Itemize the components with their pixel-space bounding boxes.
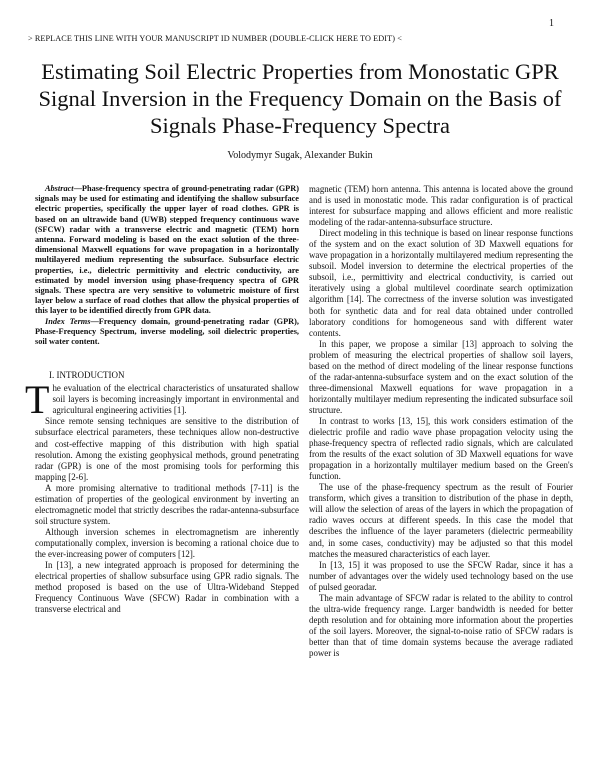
paragraph: The main advantage of SFCW radar is related to the ability to control the ultra-wide frequency range. Larger bandwidth is needed for better depth resolution and for obtaining more information about the properties of the soil layers. Moreover, the signal-to-noise ratio of SFCW radars is better than that of time domain systems because the average radiated power is (309, 592, 573, 658)
left-column (25, 184, 300, 615)
index-terms (35, 317, 299, 348)
intro-first-paragraph (25, 377, 299, 423)
index-terms-text: —Frequency domain, ground-penetrating radar (GPR), Phase-Frequency Spectrum, inverse modeling, soil dielectric properties, soil water content. (35, 316, 300, 347)
index-terms-label: Index Terms (45, 316, 91, 326)
authors: Volodymyr Sugak, Alexander Bukin (227, 150, 373, 161)
paragraph: A more promising alternative to traditional methods [7-11] is the estimation of properties of the geological environment by inverting an electromagnetic model that strictly describes the radar-antenna-subsurface soil structure system. (35, 482, 299, 526)
paragraph: Although inversion schemes in electromagnetism are inherently computationally complex, inversion is becoming a rational choice due to the ever-increasing power of computers [12]. (35, 526, 299, 559)
paragraph: In contrast to works [13, 15], this work considers estimation of the dielectric profile and radio wave phase propagation velocity using the phase-frequency spectra of reflected radio signals, which are calculated from the results of the exact solution of 3D Maxwell equations for wave propagation in a horizontally multilayer medium based on the Green's function. (309, 415, 573, 482)
abstract-text: —Phase-frequency spectra of ground-penetrating radar (GPR) signals may be used for estimating and identifying the shallow subsurface electric properties, specifically the upper layer of road clothes. GPR is based on an ultrawide band (UWB) stepped frequency continuous wave (SFCW) radar with a transverse electric and magnetic (TEM) horn antenna. Forward modeling is based on the exact solution of the three-dimensional Maxwell equations for wave propagation in a horizontally multilayered medium representing the subsurface. Subsurface electric properties, i.e., dielectric permittivity and electric conductivity, are estimated by model inversion using phase-frequency spectra of GPR signals. These spectra are very sensitive to volumetric moisture of first layer below a surface of road clothes that allow the physical properties of this layer to be identified directly from GPR data. (35, 184, 299, 316)
paragraph: Since remote sensing techniques are sensitive to the distribution of subsurface electrical parameters, these techniques allow non-destructive and cost-effective mapping of this distribution with high spatial resolution. Among the existing geophysical methods, ground penetrating radar (GPR) is one of the most promising tools for performing this mapping [2-6]. (35, 416, 299, 482)
abstract-label: Abstract (45, 184, 74, 193)
paragraph: Direct modeling in this technique is based on linear response functions of the system and on the exact solution of 3D Maxwell equations for wave propagation in a horizontally multilayered medium representing the subsoil. Model inversion to determine the electrical properties of the subsoil, i.e., permittivity and electrical conductivity, is carried out iteratively using a global multilevel coordinate search optimization algorithm [14]. The correctness of the inverse solution was investigated both for synthetic data and for real data obtained under controlled laboratory conditions for homogeneous sand with different water contents. (309, 228, 573, 338)
section-heading: I. INTRODUCTION (49, 370, 125, 381)
paragraph: In [13, 15] it was proposed to use the SFCW Radar, since it has a number of advantages over the widely used technology based on the use of pulsed georadar. (309, 559, 573, 592)
paper-title: Estimating Soil Electric Properties from Monostatic GPR Signal Inversion in the Frequency Domain on the Basis of Signals Phase-Frequency Spectra (38, 59, 562, 138)
abstract (35, 184, 299, 317)
drop-cap: T (25, 377, 50, 423)
paragraph: In [13], a new integrated approach is proposed for determining the electrical properties of shallow subsurface using GPR radio signals. The method proposed is based on the use of Ultra-Wideband Stepped Frequency Continuous Wave (SFCW) Radar in combination with a transverse electrical and (35, 560, 299, 615)
right-column (309, 184, 573, 659)
paragraph: In this paper, we propose a similar [13] approach to solving the problem of measuring the electrical properties of shallow soil layers, based on the method of direct modeling of the linear response functions of the radar-antenna-subsurface system and on the exact solution of the three-dimensional Maxwell equations for wave propagation in a horizontally multilayer medium representing the indicated subsurface soil structure. (309, 338, 573, 415)
paragraph: The use of the phase-frequency spectrum as the result of Fourier transform, which gives a transition to distribution of the phase in depth, will allow the selection of areas of the layers in which the propagation of radio waves occurs at different speeds. In this case the model that describes the influence of the layer parameters (dielectric permeability and, in some cases, conductivity) may be adjusted so that this model matches the measured characteristics of each layer. (309, 482, 573, 559)
paragraph-continuation: magnetic (TEM) horn antenna. This antenna is located above the ground and is used in monostatic mode. This radar configuration is of practical interest for subsurface mapping and allows efficient and more realistic modeling of the radar-antenna-subsurface structure. (309, 184, 573, 228)
manuscript-header[interactable]: > REPLACE THIS LINE WITH YOUR MANUSCRIPT ID NUMBER (DOUBLE-CLICK HERE TO EDIT) < (28, 34, 402, 43)
page-number: 1 (549, 18, 554, 29)
intro-first-text: he evaluation of the electrical characteristics of unsaturated shallow soil layers is becoming increasingly important in environmental and agricultural engineering activities [1]. (52, 383, 299, 416)
